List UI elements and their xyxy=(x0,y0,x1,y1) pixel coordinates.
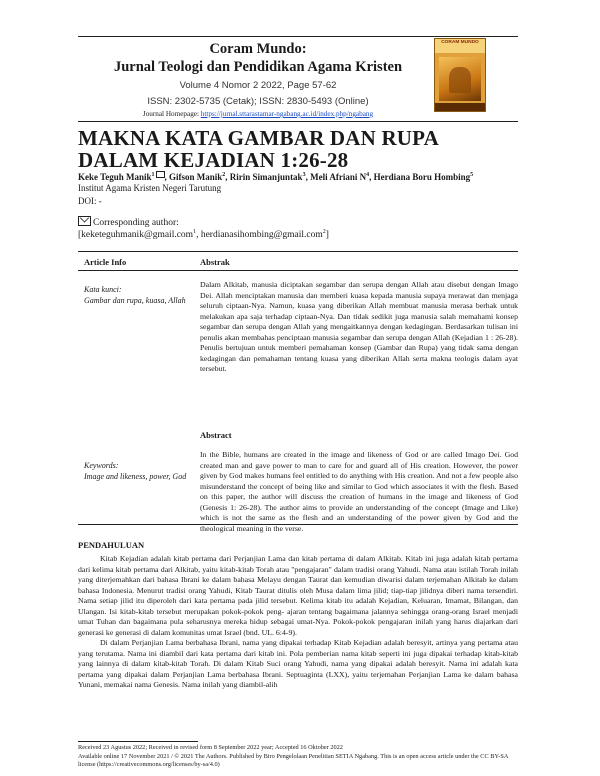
footer-received: Received 23 Agustus 2022; Received in revised form 8 September 2022 year; Accepted 16 Oktober 2022 xyxy=(78,744,343,751)
article-title: MAKNA KATA GAMBAR DAN RUPA DALAM KEJADIAN 1:26-28 xyxy=(78,126,438,172)
email-sup: 2 xyxy=(322,229,326,235)
author-name: Herdiana Boru Hombing xyxy=(373,172,471,182)
info-table-bottom-rule xyxy=(78,524,518,525)
author-list: Keke Teguh Manik$^1$ , Gifson Manik$^2$, Ririn Simanjuntak$^3$, Meli Afriani $N^4$, Herdiana Boru Hombing$^5$ xyxy=(78,172,474,182)
journal-cover-title: CORAM MUNDO xyxy=(435,39,485,53)
keywords-value: Image and likeness, power, God xyxy=(84,472,187,481)
journal-cover-footer xyxy=(435,103,485,111)
journal-subtitle: Jurnal Teologi dan Pendidikan Agama Kristen xyxy=(113,59,403,75)
author-name: Gifson Manik xyxy=(169,172,223,182)
section-heading: PENDAHULUAN xyxy=(78,540,145,550)
corresponding-emails xyxy=(78,229,329,240)
doi: DOI: - xyxy=(78,196,102,206)
header-top-rule xyxy=(78,36,518,37)
journal-homepage-label: Journal Homepage: xyxy=(142,110,201,118)
journal-name: Coram Mundo: xyxy=(209,41,307,57)
abstrak-text-block xyxy=(200,280,518,375)
abstrak-text: Dalam Alkitab, manusia diciptakan segambar dan serupa dengan Allah atau disebut dengan Imago Dei. Allah menciptakan manusia dan memberi kuasa kepada manusia supaya merawat dan menjaga seluruh ciptaan-Nya. Namun, kuasa yang diberikan Allah membuat manusia merasa berhak untuk melakukan apa saja terhadap ciptaan-Nya. Dan tidak sedikit juga manusia salah memahami konsep segambar dan serupa dengan Allah yang mengaitkannya dengan kedagingan. Berdasarkan tulisan ini penulis akan membahas penciptaan manusia segambar dan serupa dengan Allah (Kejadian 1 : 26-28). Penulis bertujuan untuk memberi pemahaman konsep (Gambar dan Rupa) yang tidak sama dengan kedagingan dan pemahaman tentang kuasa yang diberikan Allah serta makna teologis dalam ayat tersebut. xyxy=(200,280,518,373)
info-table-top-rule xyxy=(78,251,518,252)
author-affiliation: 3 xyxy=(302,172,306,178)
article-info-heading: Article Info xyxy=(84,257,127,267)
footer-block xyxy=(78,744,518,770)
author-name: Ririn Simanjuntak xyxy=(229,172,303,182)
body-paragraphs xyxy=(78,554,518,691)
email-sup: 1 xyxy=(193,229,197,235)
abstract-text-block xyxy=(200,450,518,534)
envelope-icon xyxy=(78,216,91,226)
info-table-header-rule xyxy=(78,270,518,271)
body-paragraph: Di dalam Perjanjian Lama berbahasa Ibrani, nama yang dipakai terhadap Kitab Kejadian adalah beresyit, artinya yang pertama atau yang terutama. Nama ini diambil dari kata pertama dari kitab ini. Pola pemberian nama kitab seperti ini juga dipakai terhadap kitab-kitab yang lainnya di dalam kitab-kitab Torah. Di dalam Kitab Suci orang Yahudi, nama yang dipakai adalah beresyit. Nama ini adalah kata pertama yang dipakai dalam Perjanjian Lama berbahasa Ibrani. Septuaginta (LXX), yaitu terjemahan Perjanjian Lama ke dalam bahasa Yunani, memakai nama Genesis. Nama inilah yang diambil-alih xyxy=(78,638,518,689)
body-paragraph: Kitab Kejadian adalah kitab pertama dari Perjanjian Lama dan kitab pertama di dalam Alkitab. Kitab ini juga adalah kitab pertama dari kelima kitab pertama dari Alkitab, yaitu kitab-kitab Torah atau "pengajaran" dalam tradisi orang Yahudi. Nama atau istilah Torah inilah yang diterjemahkan dari bahasa Ibrani ke dalam bahasa Melayu dengan Taurat dan kemudian diwarisi dalam terjemahan Alkitab ke dalam bahasa Indonesia. Menurut tradisi orang Yahudi, Kitab Taurat ditulis oleh Musa dalam lima jilid; tiap-tiap jilidnya diberi nama tersendiri. Nama setiap jilid itu diperoleh dari kata pertama pada jilid tersebut. Kelima kitab itu adalah Kejadian, Keluaran, Imamat, Bilangan, dan Ulangan. Isi kitab-kitab tersebut merupakan pokok-pokok peng- ajaran tentang bagaimana jalannya sehingga orang-orang Israel menjadi umat Tuhan dan bagaimana pula seharusnya mereka hidup sebagai umat-Nya. Pokok-pokok pengajaran inilah yang harus diajarkan dari generasi ke generasi di dalam komunitas umat Israel (bnd. UL. 6:4-9). xyxy=(78,554,518,637)
corresponding-author xyxy=(78,216,179,228)
journal-homepage xyxy=(80,110,436,118)
institution: Institut Agama Kristen Negeri Tarutung xyxy=(78,183,222,193)
kata-kunci-value: Gambar dan rupa, kuasa, Allah xyxy=(84,296,186,305)
footer-license: Available online 17 November 2021 / © 2021 The Authors. Published by Biro Pengelolaan Penelitian SETIA Ngabang. This is an open access article under the CC BY-SA license (https://creativecommons.org/licenses/by-sa/4.0) xyxy=(78,752,509,768)
journal-cover-image xyxy=(434,38,486,112)
author-affiliation: 1 xyxy=(151,172,155,178)
author-affiliation: 2 xyxy=(222,172,226,178)
journal-issn: ISSN: 2302-5735 (Cetak); ISSN: 2830-5493 (Online) xyxy=(147,96,369,107)
author-name: Keke Teguh Manik xyxy=(78,172,152,182)
email-icon xyxy=(156,171,165,178)
author-affiliation: 5 xyxy=(470,172,474,178)
footer-rule xyxy=(78,741,198,742)
keywords-label: Keywords: xyxy=(84,461,119,470)
abstract-text: In the Bible, humans are created in the image and likeness of God or are called Imago Dei. God created man and gave power to man to care for and guard all of His creation. However, the power given by God makes humans feel entitled to do anything with His creation. And not a few people also misunderstand the concept of being like and similar to God which associates it with the flesh. Based on this paper, the author will discuss the creation of humans in the image and likeness of God (Genesis 1: 26-28). The author aims to provide an understanding of the concept (Image and Like) which is not the same as the flesh and an understanding of the power given by God and the theological meaning in the verse. xyxy=(200,450,518,533)
author-name: Meli Afriani N xyxy=(310,172,367,182)
journal-homepage-link[interactable]: https://jurnal.sttarastamar-ngabang.ac.id/index.php/ngabang xyxy=(200,110,374,118)
corresponding-author-label: Corresponding author: xyxy=(93,218,179,228)
keywords-block xyxy=(84,460,192,482)
email-link[interactable]: , herdianasihombing@gmail.com xyxy=(196,230,323,241)
abstract-heading: Abstract xyxy=(200,430,232,440)
email-bracket: ] xyxy=(325,230,329,241)
kata-kunci-block xyxy=(84,284,192,306)
abstrak-heading: Abstrak xyxy=(200,257,230,267)
journal-volume-info: Volume 4 Nomor 2 2022, Page 57-62 xyxy=(179,80,337,91)
journal-cover-art xyxy=(439,57,481,101)
kata-kunci-label: Kata kunci: xyxy=(84,285,122,294)
header-bottom-rule xyxy=(78,121,518,122)
author-affiliation: 4 xyxy=(366,172,370,178)
email-link[interactable]: [keketeguhmanik@gmail.com xyxy=(78,230,194,241)
